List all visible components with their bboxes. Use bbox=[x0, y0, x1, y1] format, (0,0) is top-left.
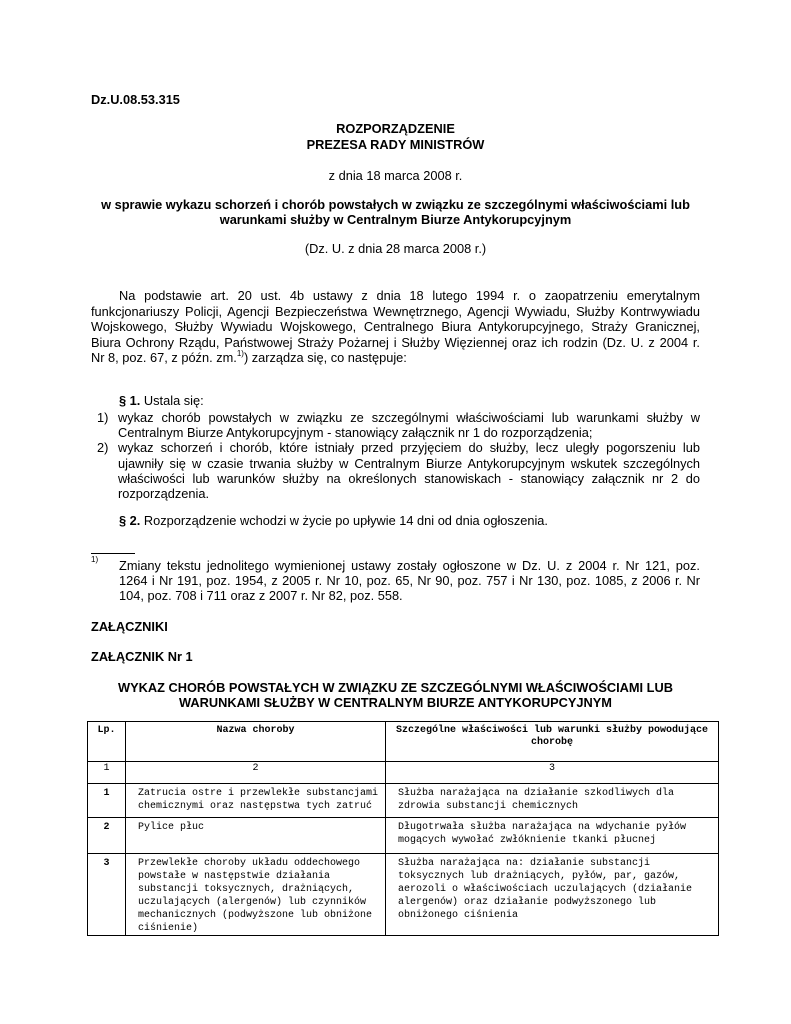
list-item-line: Centralnym Biurze Antykorupcyjnym - stanowiący załącznik nr 1 do rozporządzenia; bbox=[118, 425, 593, 441]
preamble-last-text: Nr 8, poz. 67, z późn. zm. bbox=[91, 350, 237, 365]
cell-line: mogących wywołać zwłóknienie tkanki płucnej bbox=[398, 835, 657, 846]
title-line: ROZPORZĄDZENIE bbox=[336, 121, 455, 136]
header-conditions-line: Szczególne właściwości lub warunki służby powodujące bbox=[395, 725, 709, 736]
row-lp: 2 bbox=[88, 818, 126, 854]
header-conditions-line: chorobę bbox=[530, 737, 573, 748]
cell-line: Służba narażająca na: działanie substancji bbox=[398, 858, 651, 869]
paragraph-2 bbox=[119, 513, 548, 528]
preamble-closing-text: ) zarządza się, co następuje: bbox=[243, 350, 407, 365]
cell-line: uczulających (alergenów) lub czynników bbox=[138, 897, 367, 908]
row-lp: 1 bbox=[88, 784, 126, 818]
header-lp: Lp. bbox=[88, 722, 126, 762]
paragraph-1-mark: § 1. bbox=[119, 393, 141, 408]
row-conditions bbox=[386, 784, 719, 818]
paragraph-1-list bbox=[91, 410, 700, 501]
list-item-line: rozporządzenia. bbox=[118, 486, 210, 502]
footnote-reference: 1) bbox=[236, 349, 244, 358]
cell-line: substancji toksycznych, drażniących, bbox=[138, 884, 355, 895]
annexes-heading: ZAŁĄCZNIKI bbox=[91, 619, 168, 634]
regulation-date: z dnia 18 marca 2008 r. bbox=[328, 168, 463, 183]
header-conditions bbox=[386, 722, 719, 762]
annex-1-heading: ZAŁĄCZNIK Nr 1 bbox=[91, 649, 193, 664]
document-id: Dz.U.08.53.315 bbox=[91, 92, 180, 107]
list-item-line: ujawniły się w czasie trwania służby w Centralnym Biurze Antykorupcyjnym wskutek szczególnych bbox=[118, 455, 700, 471]
table-header-row bbox=[88, 722, 719, 762]
row-conditions bbox=[386, 818, 719, 854]
footnote-line: Zmiany tekstu jednolitego wymienionej ustawy zostały ogłoszone w Dz. U. z 2004 r. Nr 121, poz. bbox=[119, 558, 700, 573]
list-item bbox=[91, 410, 700, 440]
list-item-line: wykaz schorzeń i chorób, które istniały przed przyjęciem do służby, lecz uległy pogorszeniu lub bbox=[118, 440, 700, 456]
list-item-line: wykaz chorób powstałych w związku ze szczególnymi właściwościami lub warunkami służby w bbox=[118, 410, 700, 425]
cell-line: Pylice płuc bbox=[138, 822, 205, 833]
disease-table bbox=[87, 721, 719, 936]
preamble-last-line bbox=[91, 350, 700, 366]
row-disease-name bbox=[126, 784, 386, 818]
cell-line: mechanicznych (podwyższone lub obniżone bbox=[138, 910, 373, 921]
regulation-title bbox=[0, 121, 791, 153]
subject-line: warunkami służby w Centralnym Biurze Antykorupcyjnym bbox=[219, 212, 572, 227]
preamble-line: funkcjonariuszy Policji, Agencji Bezpieczeństwa Wewnętrznego, Agencji Wywiadu, Służby Kontrwywiadu bbox=[91, 303, 700, 319]
list-item bbox=[91, 440, 700, 501]
paragraph-1 bbox=[119, 393, 204, 408]
footnote-separator bbox=[91, 553, 135, 554]
preamble-line: Na podstawie art. 20 ust. 4b ustawy z dnia 18 lutego 1994 r. o zaopatrzeniu emerytalnym bbox=[119, 288, 700, 303]
preamble-line: Biura Ochrony Rządu, Państwowej Straży Pożarnej i Służby Więziennej oraz ich rodzin (Dz. U. z 2004 r. bbox=[91, 334, 700, 350]
row-lp: 3 bbox=[88, 854, 126, 936]
table-row bbox=[88, 854, 719, 936]
paragraph-2-mark: § 2. bbox=[119, 513, 141, 528]
column-number: 1 bbox=[88, 762, 126, 784]
cell-line: Służba narażająca na działanie szkodliwych dla bbox=[398, 788, 675, 799]
cell-line: ciśnienie) bbox=[138, 923, 199, 934]
regulation-subject bbox=[0, 197, 791, 227]
annex-title-line: WARUNKAMI SŁUŻBY W CENTRALNYM BIURZE ANTYKORUPCYJNYM bbox=[179, 695, 612, 710]
cell-line: aerozoli o właściwościach uczulających (działanie bbox=[398, 884, 693, 895]
footnote-line: 104, poz. 708 i 711 oraz z 2007 r. Nr 82, poz. 558. bbox=[119, 588, 403, 603]
subject-line: w sprawie wykazu schorzeń i chorób powstałych w związku ze szczególnymi właściwościami lub bbox=[101, 197, 690, 212]
row-disease-name bbox=[126, 818, 386, 854]
preamble-paragraph bbox=[91, 288, 700, 366]
cell-line: toksycznych lub drażniących, pyłów, par, gazów, bbox=[398, 871, 681, 882]
list-item-number: 2) bbox=[97, 440, 109, 456]
cell-line: alergenów) oraz działanie podwyższonego lub bbox=[398, 897, 657, 908]
cell-line: chemicznymi oraz następstwa tych zatruć bbox=[138, 801, 373, 812]
cell-line: zdrowia substancji chemicznych bbox=[398, 801, 579, 812]
column-number-row bbox=[88, 762, 719, 784]
column-number: 2 bbox=[126, 762, 386, 784]
footnote-text bbox=[119, 558, 700, 603]
table-row bbox=[88, 818, 719, 854]
cell-line: powstałe w następstwie działania bbox=[138, 871, 331, 882]
row-disease-name bbox=[126, 854, 386, 936]
paragraph-2-text: Rozporządzenie wchodzi w życie po upływie 14 dni od dnia ogłoszenia. bbox=[143, 513, 548, 528]
cell-line: Zatrucia ostre i przewlekłe substancjami bbox=[138, 788, 379, 799]
column-number: 3 bbox=[386, 762, 719, 784]
annex-1-title bbox=[0, 680, 791, 710]
publication-note: (Dz. U. z dnia 28 marca 2008 r.) bbox=[304, 241, 487, 256]
annex-title-line: WYKAZ CHORÓB POWSTAŁYCH W ZWIĄZKU ZE SZCZEGÓLNYMI WŁAŚCIWOŚCIAMI LUB bbox=[118, 680, 673, 695]
title-line: PREZESA RADY MINISTRÓW bbox=[306, 137, 485, 152]
footnote-mark: 1) bbox=[91, 555, 99, 564]
cell-line: obniżonego ciśnienia bbox=[398, 910, 519, 921]
cell-line: Długotrwała służba narażająca na wdychanie pyłów bbox=[398, 822, 687, 833]
footnote-line: 1264 i Nr 191, poz. 1954, z 2005 r. Nr 10, poz. 65, Nr 90, poz. 757 i Nr 130, poz. 1085, z 2006 r. Nr bbox=[119, 573, 700, 588]
paragraph-1-text: Ustala się: bbox=[143, 393, 204, 408]
list-item-number: 1) bbox=[97, 410, 109, 425]
header-name: Nazwa choroby bbox=[126, 722, 386, 762]
cell-line: Przewlekłe choroby układu oddechowego bbox=[138, 858, 361, 869]
preamble-line: Wojskowego, Służby Wywiadu Wojskowego, Centralnego Biura Antykorupcyjnego, Straży Granicznej, bbox=[91, 319, 700, 334]
table-row bbox=[88, 784, 719, 818]
row-conditions bbox=[386, 854, 719, 936]
list-item-line: właściwości lub warunków służby na określonych stanowiskach - stanowiący załącznik nr 2 do bbox=[118, 470, 700, 486]
